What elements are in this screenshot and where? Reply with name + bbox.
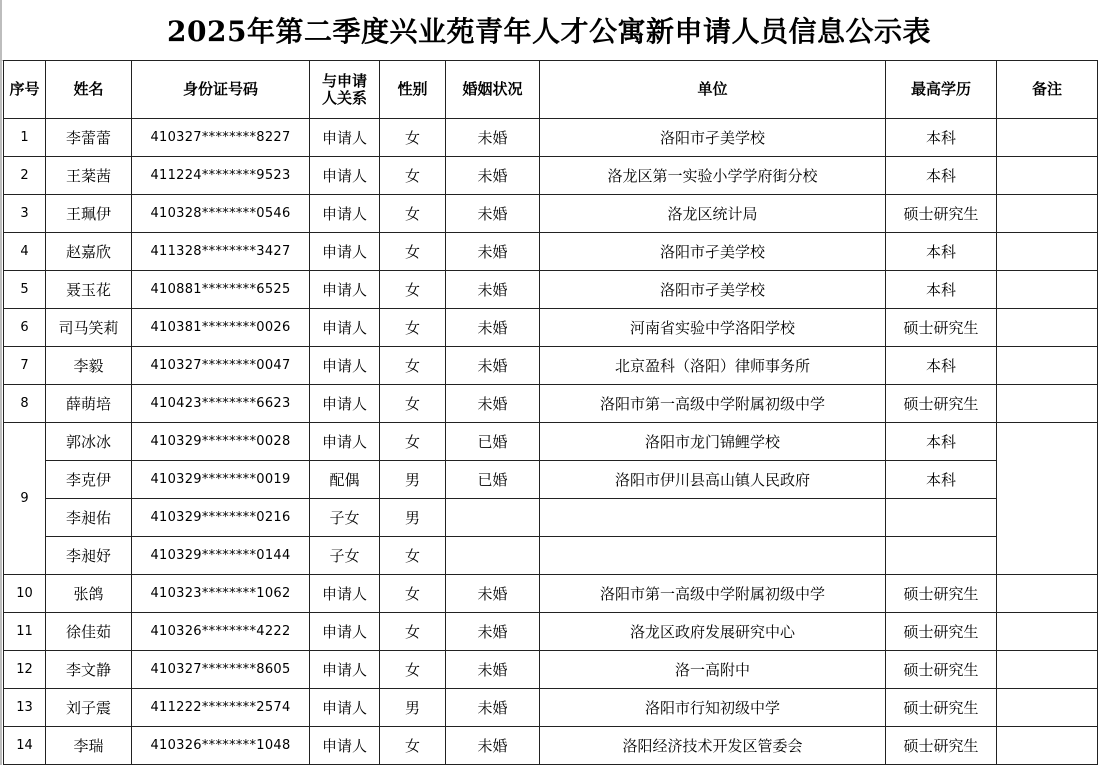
cell-index[interactable]: 6 xyxy=(4,309,46,347)
cell-education[interactable]: 本科 xyxy=(886,157,997,195)
cell-education[interactable]: 硕士研究生 xyxy=(886,195,997,233)
table-row xyxy=(4,651,1098,689)
cell-unit[interactable]: 洛龙区政府发展研究中心 xyxy=(540,613,886,651)
cell-education[interactable]: 硕士研究生 xyxy=(886,385,997,423)
cell-unit[interactable]: 北京盈科（洛阳）律师事务所 xyxy=(540,347,886,385)
cell-index[interactable]: 13 xyxy=(4,689,46,727)
col-header-relation-text: 与申请人关系 xyxy=(321,71,367,107)
cell-index[interactable]: 12 xyxy=(4,651,46,689)
table-row xyxy=(4,423,1098,461)
cell-marital-status[interactable] xyxy=(446,499,540,537)
col-header-relation[interactable] xyxy=(310,61,380,119)
cell-unit[interactable] xyxy=(540,537,886,575)
cell-index[interactable]: 4 xyxy=(4,233,46,271)
cell-marital-status[interactable] xyxy=(446,537,540,575)
cell-education[interactable]: 硕士研究生 xyxy=(886,689,997,727)
cell-gender[interactable]: 男 xyxy=(380,499,446,537)
cell-note[interactable] xyxy=(997,233,1098,271)
cell-id-number[interactable]: 410423********6623 xyxy=(132,385,310,423)
table-row xyxy=(4,499,1098,537)
cell-unit[interactable]: 洛阳市第一高级中学附属初级中学 xyxy=(540,575,886,613)
cell-relation[interactable]: 申请人 xyxy=(310,575,380,613)
cell-marital-status[interactable]: 未婚 xyxy=(446,271,540,309)
table-row xyxy=(4,727,1098,765)
cell-id-number[interactable]: 410329********0028 xyxy=(132,423,310,461)
cell-note[interactable] xyxy=(997,119,1098,157)
col-header-id[interactable]: 身份证号码 xyxy=(132,61,310,119)
cell-education[interactable]: 硕士研究生 xyxy=(886,727,997,765)
page-title: 2025年第二季度兴业苑青年人才公寓新申请人员信息公示表 xyxy=(0,0,1098,61)
cell-note[interactable] xyxy=(997,613,1098,651)
cell-unit[interactable]: 洛阳市行知初级中学 xyxy=(540,689,886,727)
cell-name[interactable]: 李瑞 xyxy=(46,727,132,765)
cell-marital-status[interactable]: 未婚 xyxy=(446,157,540,195)
cell-id-number[interactable]: 410329********0144 xyxy=(132,537,310,575)
cell-marital-status[interactable]: 未婚 xyxy=(446,233,540,271)
cell-relation[interactable]: 子女 xyxy=(310,499,380,537)
table-row xyxy=(4,157,1098,195)
cell-index[interactable]: 5 xyxy=(4,271,46,309)
cell-name[interactable]: 李文静 xyxy=(46,651,132,689)
sheet-left-edge xyxy=(0,0,2,765)
cell-gender[interactable]: 女 xyxy=(380,271,446,309)
cell-note[interactable] xyxy=(997,385,1098,423)
cell-education[interactable]: 硕士研究生 xyxy=(886,575,997,613)
cell-education[interactable]: 本科 xyxy=(886,461,997,499)
cell-index[interactable]: 11 xyxy=(4,613,46,651)
cell-unit[interactable]: 洛阳市龙门锦鲤学校 xyxy=(540,423,886,461)
cell-education[interactable]: 本科 xyxy=(886,423,997,461)
table-row xyxy=(4,347,1098,385)
cell-unit[interactable]: 洛龙区统计局 xyxy=(540,195,886,233)
cell-marital-status[interactable]: 未婚 xyxy=(446,613,540,651)
cell-note[interactable] xyxy=(997,157,1098,195)
cell-education[interactable]: 本科 xyxy=(886,347,997,385)
cell-marital-status[interactable]: 未婚 xyxy=(446,309,540,347)
cell-marital-status[interactable]: 已婚 xyxy=(446,461,540,499)
cell-unit[interactable]: 洛阳市孑美学校 xyxy=(540,233,886,271)
cell-unit[interactable]: 洛一高附中 xyxy=(540,651,886,689)
cell-education[interactable]: 本科 xyxy=(886,271,997,309)
cell-gender[interactable]: 女 xyxy=(380,347,446,385)
table-row xyxy=(4,461,1098,499)
cell-relation[interactable]: 申请人 xyxy=(310,727,380,765)
cell-gender[interactable]: 女 xyxy=(380,727,446,765)
col-header-note[interactable]: 备注 xyxy=(997,61,1098,119)
cell-index[interactable]: 2 xyxy=(4,157,46,195)
cell-gender[interactable]: 女 xyxy=(380,309,446,347)
cell-education[interactable]: 硕士研究生 xyxy=(886,613,997,651)
col-header-education[interactable]: 最高学历 xyxy=(886,61,997,119)
cell-index[interactable]: 1 xyxy=(4,119,46,157)
cell-id-number[interactable]: 410323********1062 xyxy=(132,575,310,613)
cell-relation[interactable]: 申请人 xyxy=(310,157,380,195)
cell-index[interactable]: 14 xyxy=(4,727,46,765)
cell-index[interactable]: 10 xyxy=(4,575,46,613)
cell-education[interactable] xyxy=(886,537,997,575)
cell-unit[interactable] xyxy=(540,499,886,537)
cell-relation[interactable]: 申请人 xyxy=(310,385,380,423)
table-row xyxy=(4,689,1098,727)
cell-name[interactable]: 王棻茜 xyxy=(46,157,132,195)
cell-name[interactable]: 李克伊 xyxy=(46,461,132,499)
cell-index[interactable]: 7 xyxy=(4,347,46,385)
cell-marital-status[interactable]: 未婚 xyxy=(446,195,540,233)
cell-note[interactable] xyxy=(997,575,1098,613)
col-header-marital[interactable]: 婚姻状况 xyxy=(446,61,540,119)
cell-unit[interactable]: 河南省实验中学洛阳学校 xyxy=(540,309,886,347)
cell-id-number[interactable]: 410329********0019 xyxy=(132,461,310,499)
cell-name[interactable]: 李毅 xyxy=(46,347,132,385)
cell-unit[interactable]: 洛龙区第一实验小学学府街分校 xyxy=(540,157,886,195)
table-row xyxy=(4,271,1098,309)
cell-marital-status[interactable]: 未婚 xyxy=(446,385,540,423)
cell-index[interactable]: 3 xyxy=(4,195,46,233)
cell-gender[interactable]: 女 xyxy=(380,157,446,195)
cell-gender[interactable]: 男 xyxy=(380,689,446,727)
cell-note[interactable] xyxy=(997,347,1098,385)
cell-gender[interactable]: 女 xyxy=(380,119,446,157)
cell-unit[interactable]: 洛阳市第一高级中学附属初级中学 xyxy=(540,385,886,423)
cell-unit[interactable]: 洛阳市孑美学校 xyxy=(540,271,886,309)
cell-gender[interactable]: 女 xyxy=(380,613,446,651)
cell-gender[interactable]: 女 xyxy=(380,195,446,233)
cell-gender[interactable]: 女 xyxy=(380,385,446,423)
cell-id-number[interactable]: 410329********0216 xyxy=(132,499,310,537)
table-row xyxy=(4,309,1098,347)
col-header-unit[interactable]: 单位 xyxy=(540,61,886,119)
cell-id-number[interactable]: 411328********3427 xyxy=(132,233,310,271)
cell-id-number[interactable]: 411224********9523 xyxy=(132,157,310,195)
cell-relation[interactable]: 申请人 xyxy=(310,195,380,233)
cell-relation[interactable]: 申请人 xyxy=(310,613,380,651)
cell-marital-status[interactable]: 未婚 xyxy=(446,575,540,613)
cell-relation[interactable]: 申请人 xyxy=(310,119,380,157)
cell-education[interactable]: 本科 xyxy=(886,119,997,157)
cell-name[interactable]: 司马笑莉 xyxy=(46,309,132,347)
table-row xyxy=(4,119,1098,157)
cell-id-number[interactable]: 410327********8605 xyxy=(132,651,310,689)
cell-relation[interactable]: 申请人 xyxy=(310,423,380,461)
cell-id-number[interactable]: 410881********6525 xyxy=(132,271,310,309)
cell-note[interactable] xyxy=(997,271,1098,309)
cell-note[interactable] xyxy=(997,727,1098,765)
cell-unit[interactable]: 洛阳市伊川县高山镇人民政府 xyxy=(540,461,886,499)
col-header-index[interactable]: 序号 xyxy=(4,61,46,119)
cell-note[interactable] xyxy=(997,423,1098,575)
cell-note[interactable] xyxy=(997,309,1098,347)
cell-relation[interactable]: 配偶 xyxy=(310,461,380,499)
col-header-gender[interactable]: 性别 xyxy=(380,61,446,119)
cell-education[interactable] xyxy=(886,499,997,537)
cell-index[interactable]: 8 xyxy=(4,385,46,423)
cell-name[interactable]: 赵嘉欣 xyxy=(46,233,132,271)
applicant-table xyxy=(3,60,1098,765)
table-row xyxy=(4,233,1098,271)
cell-gender[interactable]: 女 xyxy=(380,233,446,271)
cell-education[interactable]: 硕士研究生 xyxy=(886,309,997,347)
cell-note[interactable] xyxy=(997,195,1098,233)
cell-gender[interactable]: 女 xyxy=(380,423,446,461)
cell-marital-status[interactable]: 未婚 xyxy=(446,727,540,765)
cell-name[interactable]: 李昶妤 xyxy=(46,537,132,575)
cell-relation[interactable]: 子女 xyxy=(310,537,380,575)
cell-name[interactable]: 聂玉花 xyxy=(46,271,132,309)
cell-id-number[interactable]: 410328********0546 xyxy=(132,195,310,233)
cell-relation[interactable]: 申请人 xyxy=(310,309,380,347)
cell-marital-status[interactable]: 未婚 xyxy=(446,119,540,157)
cell-name[interactable]: 张鸽 xyxy=(46,575,132,613)
cell-unit[interactable]: 洛阳市孑美学校 xyxy=(540,119,886,157)
cell-name[interactable]: 李昶佑 xyxy=(46,499,132,537)
cell-relation[interactable]: 申请人 xyxy=(310,689,380,727)
cell-name[interactable]: 薛萌培 xyxy=(46,385,132,423)
table-row xyxy=(4,575,1098,613)
cell-index[interactable]: 9 xyxy=(4,423,46,575)
cell-id-number[interactable]: 410326********4222 xyxy=(132,613,310,651)
table-row xyxy=(4,385,1098,423)
table-row xyxy=(4,613,1098,651)
cell-id-number[interactable]: 410326********1048 xyxy=(132,727,310,765)
cell-gender[interactable]: 女 xyxy=(380,575,446,613)
table-body xyxy=(4,119,1098,765)
cell-marital-status[interactable]: 已婚 xyxy=(446,423,540,461)
cell-name[interactable]: 郭冰冰 xyxy=(46,423,132,461)
cell-relation[interactable]: 申请人 xyxy=(310,271,380,309)
cell-relation[interactable]: 申请人 xyxy=(310,347,380,385)
cell-unit[interactable]: 洛阳经济技术开发区管委会 xyxy=(540,727,886,765)
cell-relation[interactable]: 申请人 xyxy=(310,651,380,689)
table-row xyxy=(4,537,1098,575)
cell-id-number[interactable]: 410381********0026 xyxy=(132,309,310,347)
cell-name[interactable]: 刘子震 xyxy=(46,689,132,727)
cell-name[interactable]: 王珮伊 xyxy=(46,195,132,233)
cell-note[interactable] xyxy=(997,651,1098,689)
cell-id-number[interactable]: 411222********2574 xyxy=(132,689,310,727)
cell-gender[interactable]: 男 xyxy=(380,461,446,499)
cell-education[interactable]: 硕士研究生 xyxy=(886,651,997,689)
cell-id-number[interactable]: 410327********8227 xyxy=(132,119,310,157)
cell-marital-status[interactable]: 未婚 xyxy=(446,689,540,727)
cell-marital-status[interactable]: 未婚 xyxy=(446,347,540,385)
cell-note[interactable] xyxy=(997,689,1098,727)
cell-id-number[interactable]: 410327********0047 xyxy=(132,347,310,385)
cell-name[interactable]: 徐佳茹 xyxy=(46,613,132,651)
cell-gender[interactable]: 女 xyxy=(380,651,446,689)
cell-marital-status[interactable]: 未婚 xyxy=(446,651,540,689)
col-header-name[interactable]: 姓名 xyxy=(46,61,132,119)
cell-name[interactable]: 李蕾蕾 xyxy=(46,119,132,157)
cell-relation[interactable]: 申请人 xyxy=(310,233,380,271)
table-row xyxy=(4,195,1098,233)
cell-gender[interactable]: 女 xyxy=(380,537,446,575)
header-row xyxy=(4,61,1098,119)
cell-education[interactable]: 本科 xyxy=(886,233,997,271)
